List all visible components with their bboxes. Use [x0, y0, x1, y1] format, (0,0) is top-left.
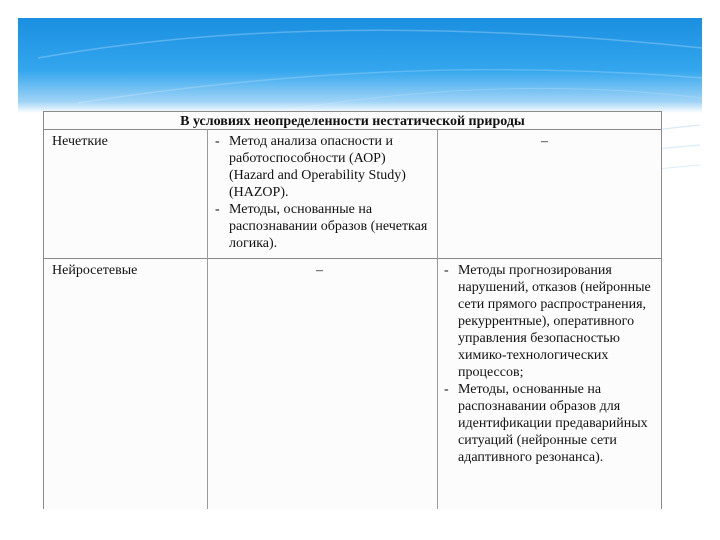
- column-divider-2: [437, 129, 438, 509]
- empty-cell-dash: –: [316, 263, 323, 278]
- banner-sweep-decoration: [18, 18, 702, 113]
- empty-cell-dash: –: [541, 134, 548, 149]
- list-item: - Методы, основанные на распознавании образов для идентификации предаварийных ситуаций (нейронные сети адаптивного резонанса).: [444, 381, 656, 466]
- row-label-neural: Нейросетевые: [52, 263, 138, 278]
- table-header: В условиях неопределенности нестатической природы: [180, 114, 525, 129]
- fuzzy-methods-list: [215, 133, 429, 252]
- neural-methods-list: [444, 262, 656, 466]
- list-item: - Метод анализа опасности и работоспособности (АОР) (Hazard and Operability Study) (HAZOP).: [215, 133, 429, 201]
- slide-header-banner: [18, 18, 702, 113]
- column-divider-1: [207, 129, 208, 509]
- row-divider: [44, 258, 661, 259]
- row-label-fuzzy: Нечеткие: [52, 134, 108, 149]
- methods-table: [43, 111, 662, 509]
- list-item: - Методы, основанные на распознавании образов (нечеткая логика).: [215, 201, 429, 252]
- list-item: - Методы прогнозирования нарушений, отказов (нейронные сети прямого распространения, рекуррентные), оперативного управления безопасностью химико-технологических процессов;: [444, 262, 656, 381]
